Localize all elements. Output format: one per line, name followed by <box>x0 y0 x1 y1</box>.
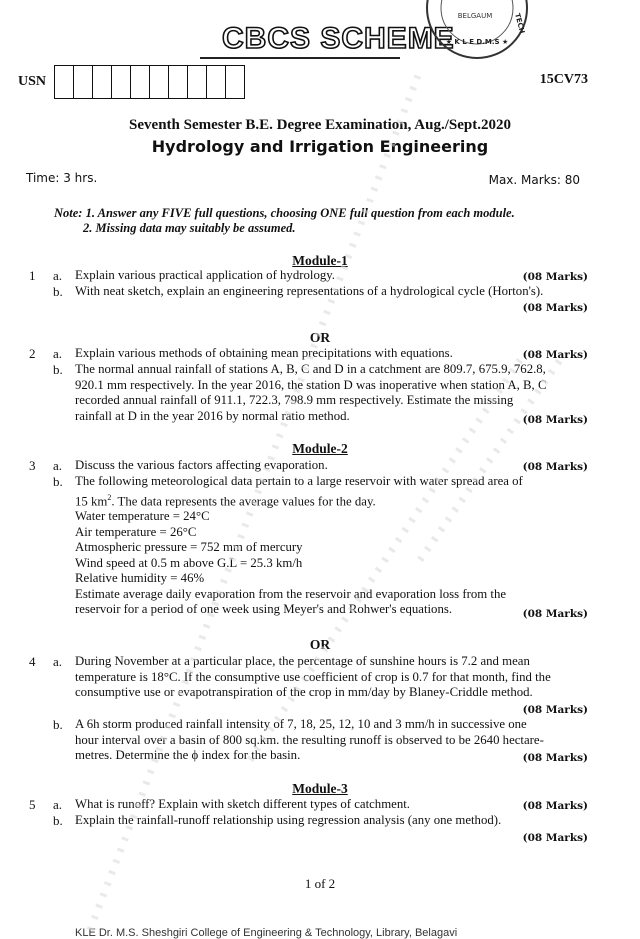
usn-box[interactable] <box>92 65 112 99</box>
question-text: Explain the rainfall-runoff relationship using regression analysis (any one method). <box>75 813 502 827</box>
question-number: 1 <box>29 268 36 283</box>
module-1-heading: Module-1 <box>292 253 348 268</box>
college-seal-stamp <box>415 0 527 60</box>
question-text-block <box>75 474 590 618</box>
part-label: a. <box>53 797 63 812</box>
part-label: b. <box>53 813 63 828</box>
marks-label: (08 Marks) <box>522 271 588 283</box>
part-label: a. <box>53 268 63 283</box>
part-label: b. <box>53 717 63 732</box>
question-number: 5 <box>29 797 36 812</box>
part-label: a. <box>53 654 63 669</box>
question-text: Discuss the various factors affecting evaporation. <box>75 458 328 472</box>
library-footer: KLE Dr. M.S. Sheshgiri College of Engineering & Technology, Library, Belagavi <box>75 927 458 939</box>
marks-label: (08 Marks) <box>522 752 588 764</box>
text-line: reservoir for a period of one week using Meyer's and Rohwer's equations. <box>75 602 453 617</box>
part-label: a. <box>53 346 63 361</box>
module-2-heading: Module-2 <box>292 441 348 456</box>
svg-text:★ K L E D.M.S ★: ★ K L E D.M.S ★ <box>445 38 509 46</box>
usn-box[interactable] <box>149 65 169 99</box>
scheme-underline <box>200 57 400 59</box>
usn-box[interactable] <box>130 65 150 99</box>
part-label: a. <box>53 458 63 473</box>
marks-label: (08 Marks) <box>522 704 588 716</box>
text-line: 920.1 mm respectively. In the year 2016, the station D was inoperative when station A, B, C <box>75 377 547 392</box>
marks-label: (08 Marks) <box>522 800 588 812</box>
module-3-heading: Module-3 <box>292 781 348 796</box>
data-item: Wind speed at 0.5 m above G.L = 25.3 km/h <box>75 555 303 570</box>
subject-title: Hydrology and Irrigation Engineering <box>151 137 489 156</box>
text-line: Estimate average daily evaporation from the reservoir and evaporation loss from the <box>75 586 507 601</box>
text-line: rainfall at D in the year 2016 by normal ratio method. <box>75 408 350 423</box>
text-line: consumptive use or evapotranspiration of the crop in mm/day by Blaney-Criddle method. <box>75 685 533 699</box>
or-divider: OR <box>309 330 331 345</box>
usn-box[interactable] <box>168 65 188 99</box>
part-label: b. <box>53 474 63 489</box>
question-number: 2 <box>29 346 36 361</box>
exam-title: Seventh Semester B.E. Degree Examination, Aug./Sept.2020 <box>129 117 511 133</box>
usn-box[interactable] <box>111 65 131 99</box>
question-text-block <box>75 362 590 424</box>
data-item: Relative humidity = 46% <box>75 571 205 586</box>
text-fragment: 15 km <box>75 493 108 508</box>
marks-label: (08 Marks) <box>522 414 588 426</box>
instructions-note <box>54 206 515 236</box>
question-text: With neat sketch, explain an engineering representations of a hydrological cycle (Horton's). <box>75 284 544 298</box>
text-fragment: . The data represents the average values for the day. <box>111 493 376 508</box>
text-line: temperature is 18°C. If the consumptive use coefficient of crop is 0.7 for that month, find the <box>75 669 551 684</box>
part-label: b. <box>53 362 63 377</box>
text-line: The normal annual rainfall of stations A, B, C and D in a catchment are 809.7, 675.9, 762.8, <box>75 362 546 376</box>
usn-box[interactable] <box>54 65 74 99</box>
data-item: Atmospheric pressure = 752 mm of mercury <box>75 540 303 555</box>
usn-box[interactable] <box>206 65 226 99</box>
subject-code: 15CV73 <box>539 72 588 87</box>
text-line: hour interval over a basin of 800 sq.km. the resulting runoff is observed to be 2640 hectare- <box>75 732 544 747</box>
question-text-block <box>75 717 590 764</box>
marks-label: (08 Marks) <box>522 832 588 844</box>
text-line <box>75 490 590 510</box>
usn-label: USN <box>18 74 47 89</box>
data-item: Water temperature = 24°C <box>75 509 210 524</box>
max-marks: Max. Marks: 80 <box>488 173 580 187</box>
part-label: b. <box>53 284 63 299</box>
marks-label: (08 Marks) <box>522 461 588 473</box>
usn-box[interactable] <box>225 65 245 99</box>
question-text-block <box>75 654 590 701</box>
time-allowed: Time: 3 hrs. <box>26 171 98 185</box>
question-number: 3 <box>29 458 36 473</box>
text-line: recorded annual rainfall of 911.1, 722.3, 798.9 mm respectively. Estimate the missing <box>75 393 514 407</box>
text-line: metres. Determine the ϕ index for the basin. <box>75 748 301 762</box>
usn-boxes <box>54 65 244 99</box>
svg-text:BELGAUM: BELGAUM <box>457 12 493 20</box>
page-number: 1 of 2 <box>304 876 336 891</box>
question-number: 4 <box>29 654 36 669</box>
marks-label: (08 Marks) <box>522 349 588 361</box>
marks-label: (08 Marks) <box>522 608 588 620</box>
marks-label: (08 Marks) <box>522 302 588 314</box>
svg-text:TECH: TECH <box>513 12 527 35</box>
text-line: A 6h storm produced rainfall intensity of 7, 18, 25, 12, 10 and 3 mm/h in successive one <box>75 717 527 731</box>
data-item: Air temperature = 26°C <box>75 524 197 539</box>
text-line: During November at a particular place, the percentage of sunshine hours is 7.2 and mean <box>75 654 530 668</box>
note-line-1: Note: 1. Answer any FIVE full questions, choosing ONE full question from each module. <box>54 206 515 220</box>
usn-box[interactable] <box>187 65 207 99</box>
question-text: What is runoff? Explain with sketch different types of catchment. <box>75 797 410 811</box>
superscript: 2 <box>107 492 112 502</box>
text-line: The following meteorological data pertain to a large reservoir with water spread area of <box>75 474 523 488</box>
or-divider: OR <box>309 637 331 652</box>
note-line-2: 2. Missing data may suitably be assumed. <box>83 221 296 235</box>
question-text: Explain various practical application of hydrology. <box>75 268 336 282</box>
scheme-banner: CBCS SCHEME <box>222 22 455 55</box>
usn-box[interactable] <box>73 65 93 99</box>
question-text: Explain various methods of obtaining mean precipitations with equations. <box>75 346 453 360</box>
